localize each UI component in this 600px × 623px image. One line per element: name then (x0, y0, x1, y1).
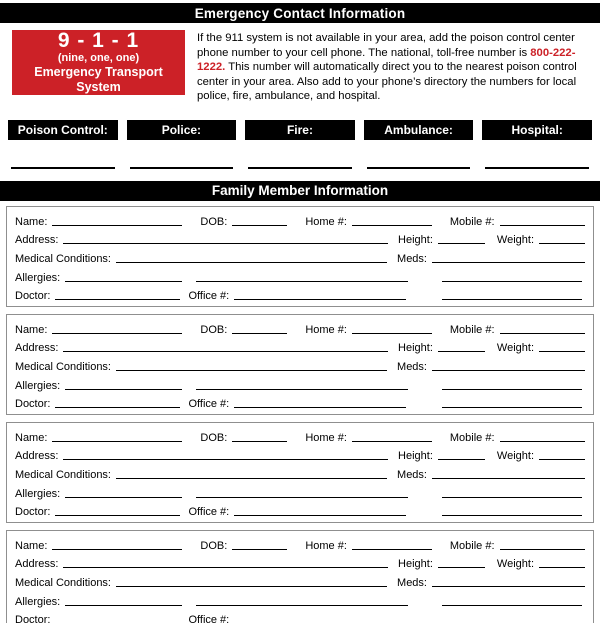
mobile-phone-label: Mobile #: (449, 215, 495, 228)
name-label: Name: (15, 323, 48, 336)
dob-field[interactable] (232, 224, 287, 226)
allergies-label: Allergies: (15, 595, 61, 608)
fire-number-field[interactable] (248, 167, 352, 169)
member-row-allergies (15, 374, 585, 393)
height-field[interactable] (438, 242, 485, 244)
emergency-contact-form (0, 3, 600, 623)
mobile-phone-label: Mobile #: (449, 431, 495, 444)
meds-continued-field-2[interactable] (442, 406, 582, 408)
doctor-field[interactable] (55, 514, 180, 516)
weight-label: Weight: (496, 558, 534, 571)
home-phone-label: Home #: (305, 215, 347, 228)
call-911-box (12, 30, 185, 95)
mobile-phone-label: Mobile #: (449, 323, 495, 336)
intro-row (12, 30, 597, 104)
weight-field[interactable] (539, 458, 585, 460)
address-field[interactable] (63, 350, 388, 352)
height-field[interactable] (438, 566, 485, 568)
doctor-field[interactable] (55, 406, 180, 408)
member-row-name (15, 426, 585, 445)
emergency-header-bar (0, 3, 600, 23)
name-field[interactable] (52, 440, 182, 442)
family-member-list (0, 206, 600, 623)
home-phone-field[interactable] (352, 440, 432, 442)
poison-control-phone-number: 800-222-1222. (197, 46, 576, 74)
office-phone-label: Office #: (188, 290, 230, 303)
intro-text-before: If the 911 system is not available in your area, add the poison control center phone number to your cell phone. The national, toll-free number is (197, 32, 575, 59)
meds-continued-field[interactable] (442, 280, 582, 282)
meds-continued-field[interactable] (442, 388, 582, 390)
weight-label: Weight: (496, 342, 534, 355)
address-label: Address: (15, 450, 59, 463)
allergies-label: Allergies: (15, 487, 61, 500)
meds-field[interactable] (432, 585, 585, 587)
intro-text-after: This number will automatically direct you to the nearest poison control center in your area. Also add to your phone’s directory the numbers for local police, fire, ambulance, and hospital. (197, 61, 577, 103)
allergies-continued-field[interactable] (196, 604, 408, 606)
mobile-phone-label: Mobile #: (449, 539, 495, 552)
office-phone-field[interactable] (234, 406, 406, 408)
dob-label: DOB: (200, 323, 228, 336)
member-row-doctor (15, 285, 585, 304)
family-member-block-2 (6, 314, 594, 415)
dob-field[interactable] (232, 548, 287, 550)
member-row-name (15, 210, 585, 229)
address-field[interactable] (63, 242, 388, 244)
allergies-continued-field[interactable] (196, 388, 408, 390)
weight-field[interactable] (539, 242, 585, 244)
doctor-label: Doctor: (15, 614, 51, 623)
dob-label: DOB: (200, 215, 228, 228)
mobile-phone-field[interactable] (500, 548, 585, 550)
member-row-allergies (15, 266, 585, 285)
office-phone-label: Office #: (188, 506, 230, 519)
medical-conditions-field[interactable] (116, 261, 387, 263)
call-911-subtitle: Emergency Transport System (34, 65, 163, 94)
contact-labels-row (0, 120, 600, 140)
family-member-block-3 (6, 422, 594, 523)
dob-label: DOB: (200, 431, 228, 444)
dob-field[interactable] (232, 440, 287, 442)
medical-conditions-label: Medical Conditions: (15, 361, 111, 374)
call-911-pronunciation: (nine, one, one) (57, 52, 140, 64)
name-label: Name: (15, 431, 48, 444)
office-phone-field[interactable] (234, 298, 406, 300)
member-row-medical (15, 571, 585, 590)
doctor-label: Doctor: (15, 398, 51, 411)
name-field[interactable] (52, 548, 182, 550)
medical-conditions-field[interactable] (116, 477, 387, 479)
home-phone-field[interactable] (352, 548, 432, 550)
meds-label: Meds: (397, 577, 427, 590)
address-label: Address: (15, 234, 59, 247)
member-row-doctor (15, 393, 585, 412)
meds-continued-field-2[interactable] (442, 298, 582, 300)
member-row-doctor (15, 609, 585, 623)
contact-label-hospital: Hospital: (482, 120, 592, 140)
meds-label: Meds: (397, 469, 427, 482)
member-row-address (15, 553, 585, 572)
medical-conditions-field[interactable] (116, 585, 387, 587)
weight-field[interactable] (539, 350, 585, 352)
meds-continued-field[interactable] (442, 496, 582, 498)
call-911-number: 9 - 1 - 1 (57, 29, 140, 52)
contact-label-ambulance: Ambulance: (364, 120, 474, 140)
medical-conditions-label: Medical Conditions: (15, 577, 111, 590)
home-phone-field[interactable] (352, 332, 432, 334)
member-row-allergies (15, 590, 585, 609)
member-row-address (15, 445, 585, 464)
home-phone-field[interactable] (352, 224, 432, 226)
page-title: Emergency Contact Information (194, 5, 406, 21)
member-row-medical (15, 463, 585, 482)
allergies-field[interactable] (65, 496, 182, 498)
intro-paragraph (197, 30, 597, 104)
meds-label: Meds: (397, 253, 427, 266)
office-phone-field[interactable] (234, 514, 406, 516)
weight-field[interactable] (539, 566, 585, 568)
address-field[interactable] (63, 566, 388, 568)
home-phone-label: Home #: (305, 431, 347, 444)
height-field[interactable] (438, 458, 485, 460)
medical-conditions-label: Medical Conditions: (15, 469, 111, 482)
weight-label: Weight: (496, 450, 534, 463)
address-label: Address: (15, 558, 59, 571)
dob-field[interactable] (232, 332, 287, 334)
address-field[interactable] (63, 458, 388, 460)
meds-field[interactable] (432, 369, 585, 371)
member-row-doctor (15, 501, 585, 520)
doctor-label: Doctor: (15, 290, 51, 303)
home-phone-label: Home #: (305, 539, 347, 552)
contact-label-poison-control: Poison Control: (8, 120, 118, 140)
member-row-address (15, 229, 585, 248)
name-label: Name: (15, 215, 48, 228)
meds-field[interactable] (432, 261, 585, 263)
allergies-continued-field[interactable] (196, 280, 408, 282)
medical-conditions-label: Medical Conditions: (15, 253, 111, 266)
member-row-address (15, 337, 585, 356)
meds-continued-field-2[interactable] (442, 514, 582, 516)
allergies-field[interactable] (65, 604, 182, 606)
contact-label-fire: Fire: (245, 120, 355, 140)
mobile-phone-field[interactable] (500, 440, 585, 442)
height-label: Height: (398, 234, 433, 247)
address-label: Address: (15, 342, 59, 355)
member-row-allergies (15, 482, 585, 501)
doctor-label: Doctor: (15, 506, 51, 519)
mobile-phone-field[interactable] (500, 332, 585, 334)
mobile-phone-field[interactable] (500, 224, 585, 226)
police-number-field[interactable] (130, 167, 234, 169)
name-label: Name: (15, 539, 48, 552)
height-field[interactable] (438, 350, 485, 352)
meds-label: Meds: (397, 361, 427, 374)
height-label: Height: (398, 450, 433, 463)
allergies-label: Allergies: (15, 379, 61, 392)
member-row-name (15, 318, 585, 337)
ambulance-number-field[interactable] (367, 167, 471, 169)
name-field[interactable] (52, 224, 182, 226)
dob-label: DOB: (200, 539, 228, 552)
doctor-field[interactable] (55, 298, 180, 300)
member-row-medical (15, 355, 585, 374)
allergies-continued-field[interactable] (196, 496, 408, 498)
allergies-field[interactable] (65, 280, 182, 282)
office-phone-label: Office #: (188, 614, 230, 623)
family-section-title: Family Member Information (211, 183, 389, 199)
hospital-number-field[interactable] (485, 167, 589, 169)
office-phone-label: Office #: (188, 398, 230, 411)
height-label: Height: (398, 342, 433, 355)
medical-conditions-field[interactable] (116, 369, 387, 371)
allergies-label: Allergies: (15, 271, 61, 284)
contact-number-lines-row (0, 167, 600, 169)
member-row-medical (15, 247, 585, 266)
weight-label: Weight: (496, 234, 534, 247)
family-section-bar (0, 181, 600, 201)
meds-field[interactable] (432, 477, 585, 479)
family-member-block-1 (6, 206, 594, 307)
height-label: Height: (398, 558, 433, 571)
meds-continued-field[interactable] (442, 604, 582, 606)
family-member-block-4 (6, 530, 594, 623)
name-field[interactable] (52, 332, 182, 334)
contact-label-police: Police: (127, 120, 237, 140)
allergies-field[interactable] (65, 388, 182, 390)
home-phone-label: Home #: (305, 323, 347, 336)
member-row-name (15, 534, 585, 553)
poison-control-number-field[interactable] (11, 167, 115, 169)
